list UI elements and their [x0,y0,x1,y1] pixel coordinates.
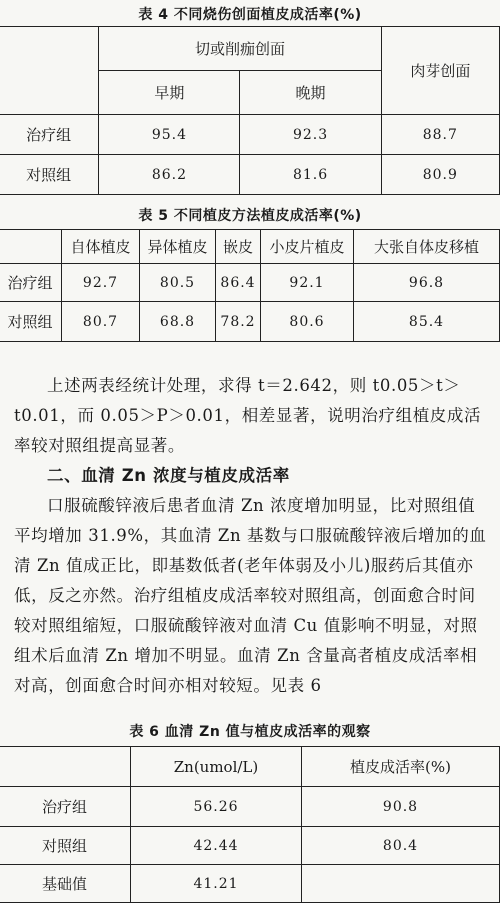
section-heading: 二、血清 Zn 浓度与植皮成活率 [47,466,290,485]
table4 [0,26,500,195]
table6-header-rate: 植皮成活率(%) [302,747,500,787]
table5 [0,229,500,342]
table4-cell: 80.9 [381,155,499,195]
table5-cell: 80.5 [140,264,216,302]
table4-cell: 92.3 [240,115,381,155]
table5-cell: 86.4 [216,264,261,302]
table4-corner [0,27,99,115]
table5-header: 大张自体皮移植 [354,230,500,264]
table5-caption: 表 5 不同植皮方法植皮成活率(%) [138,208,362,224]
table4-granulation-header: 肉芽创面 [381,27,499,115]
body-text [14,371,490,701]
table5-cell: 92.1 [261,264,354,302]
table6-corner [0,747,131,787]
table6-caption: 表 6 血清 Zn 值与植皮成活率的观察 [129,724,371,740]
table4-group-header: 切或削痂创面 [99,27,381,71]
table5-cell: 78.2 [216,302,261,342]
table4-early-header: 早期 [99,71,240,115]
table6-cell: 56.26 [131,787,302,827]
table6 [0,746,500,903]
table5-header: 小皮片植皮 [261,230,354,264]
table4-row-label: 对照组 [0,155,99,195]
table6-cell: 80.4 [302,827,500,865]
table5-cell: 96.8 [354,264,500,302]
table6-row-label: 对照组 [0,827,131,865]
table5-cell: 68.8 [140,302,216,342]
table5-corner [0,230,62,264]
table4-caption: 表 4 不同烧伤创面植皮成活率(%) [138,7,362,23]
table4-cell: 95.4 [99,115,240,155]
table6-row-label: 治疗组 [0,787,131,827]
table5-header: 嵌皮 [216,230,261,264]
table6-cell: 90.8 [302,787,500,827]
table6-cell: 42.44 [131,827,302,865]
table5-row-label: 治疗组 [0,264,62,302]
table4-late-header: 晚期 [240,71,381,115]
table4-cell: 86.2 [99,155,240,195]
table6-header-zn: Zn(umol/L) [131,747,302,787]
table4-row-label: 治疗组 [0,115,99,155]
table6-row-label: 基础值 [0,865,131,903]
paragraph-zinc: 口服硫酸锌液后患者血清 Zn 浓度增加明显，比对照组值平均增加 31.9%，其血清 Zn 基数与口服硫酸锌液后增加的血清 Zn 值成正比，即基数低者(老年体弱及小儿)服药后其值亦低，反之亦然。治疗组植皮成活率较对照组高，创面愈合时间较对照组缩短，口服硫酸锌液对血清 Cu 值影响不明显，对照组术后血清 Zn 增加不明显。血清 Zn 含量高者植皮成活率相对高，创面愈合时间亦相对较短。见表 6 [14,496,487,695]
table5-cell: 92.7 [62,264,140,302]
table5-header: 自体植皮 [62,230,140,264]
paragraph-statistics: 上述两表经统计处理，求得 t＝2.642，则 t0.05＞t＞t0.01，而 0.05＞P＞0.01，相差显著，说明治疗组植皮成活率较对照组提高显著。 [14,376,482,455]
table5-cell: 80.7 [62,302,140,342]
table5-row-label: 对照组 [0,302,62,342]
table6-cell: 41.21 [131,865,302,903]
table4-cell: 88.7 [381,115,499,155]
table6-cell [302,865,500,903]
table5-cell: 85.4 [354,302,500,342]
table5-cell: 80.6 [261,302,354,342]
table4-cell: 81.6 [240,155,381,195]
table5-header: 异体植皮 [140,230,216,264]
